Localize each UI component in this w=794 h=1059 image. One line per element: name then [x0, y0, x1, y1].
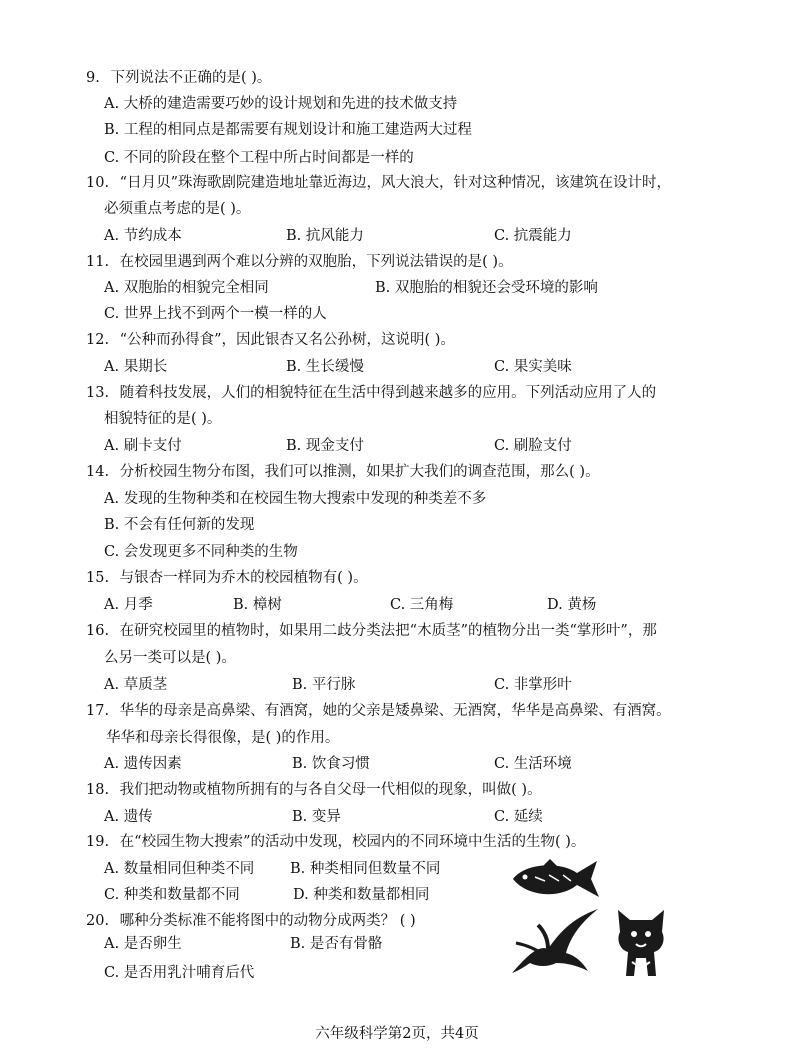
option-13b: B. 现金支付	[286, 438, 364, 454]
dog-icon	[612, 906, 670, 980]
question-17-cont: 华华和母亲长得很像，是( )的作用。	[106, 730, 340, 746]
question-number: 20.	[86, 913, 110, 929]
option-18b: B. 变异	[292, 809, 341, 825]
option-20a: A. 是否卵生	[104, 936, 182, 952]
option-18a: A. 遗传	[104, 809, 153, 825]
option-12a: A. 果期长	[104, 359, 168, 375]
question-number: 13.	[86, 385, 110, 401]
question-number: 16.	[86, 623, 110, 639]
option-9b: B. 工程的相同点是都需要有规划设计和施工建造两大过程	[104, 122, 472, 138]
question-number: 15.	[86, 570, 110, 586]
option-15b: B. 樟树	[233, 597, 282, 613]
option-12c: C. 果实美味	[494, 359, 572, 375]
option-10a: A. 节约成本	[104, 228, 182, 244]
question-number: 9.	[86, 70, 100, 86]
option-16c: C. 非掌形叶	[494, 677, 572, 693]
option-9c: C. 不同的阶段在整个工程中所占时间都是一样的	[104, 150, 414, 166]
question-17	[86, 701, 671, 721]
option-9a: A. 大桥的建造需要巧妙的设计规划和先进的技术做支持	[104, 96, 458, 112]
option-10b: B. 抗风能力	[286, 228, 364, 244]
question-stem: 哪种分类标准不能将图中的动物分成两类？ ( )	[119, 913, 416, 929]
option-16b: B. 平行脉	[292, 677, 356, 693]
question-stem: “公种而孙得食”，因此银杏又名公孙树，这说明( )。	[119, 332, 455, 348]
question-10	[86, 173, 671, 193]
question-stem: 在“校园生物大搜索”的活动中发现，校园内的不同环境中生活的生物( )。	[119, 834, 586, 850]
question-number: 10.	[86, 175, 110, 191]
fish-icon	[505, 855, 605, 905]
question-number: 14.	[86, 464, 110, 480]
question-stem: 下列说法不正确的是( )。	[110, 70, 272, 86]
option-15d: D. 黄杨	[547, 597, 597, 613]
question-number: 19.	[86, 834, 110, 850]
question-stem: 分析校园生物分布图，我们可以推测，如果扩大我们的调查范围，那么( )。	[119, 464, 600, 480]
question-number: 18.	[86, 782, 110, 798]
question-15	[86, 568, 368, 588]
question-number: 11.	[86, 254, 110, 270]
question-11	[86, 252, 513, 272]
question-10-cont: 必须重点考虑的是( )。	[104, 201, 251, 217]
question-stem: 华华的母亲是高鼻梁、有酒窝，她的父亲是矮鼻梁、无酒窝，华华是高鼻梁、有酒窝。	[119, 703, 671, 719]
option-19c: C. 种类和数量都不同	[104, 887, 240, 903]
question-stem: 与银杏一样同为乔木的校园植物有( )。	[119, 570, 368, 586]
swallow-icon	[508, 905, 603, 980]
option-12b: B. 生长缓慢	[286, 359, 364, 375]
option-18c: C. 延续	[494, 809, 543, 825]
option-14a: A. 发现的生物种类和在校园生物大搜索中发现的种类差不多	[104, 491, 487, 507]
option-19b: B. 种类相同但数量不同	[290, 861, 441, 877]
option-17b: B. 饮食习惯	[292, 756, 370, 772]
question-16	[86, 621, 657, 641]
page-footer: 六年级科学第2页，共4页	[315, 1026, 479, 1042]
option-14b: B. 不会有任何新的发现	[104, 517, 255, 533]
question-stem: 在校园里遇到两个难以分辨的双胞胎，下列说法错误的是( )。	[119, 254, 513, 270]
question-stem: 我们把动物或植物所拥有的与各自父母一代相似的现象，叫做( )。	[119, 782, 542, 798]
question-20	[86, 911, 416, 931]
question-number: 17.	[86, 703, 110, 719]
question-13	[86, 383, 656, 403]
option-11a: A. 双胞胎的相貌完全相同	[104, 280, 269, 296]
question-13-cont: 相貌特征的是( )。	[104, 411, 222, 427]
question-14	[86, 462, 600, 482]
option-15a: A. 月季	[104, 597, 153, 613]
question-stem: 在研究校园里的植物时，如果用二歧分类法把“木质茎”的植物分出一类“掌形叶”，那	[119, 623, 657, 639]
option-17a: A. 遗传因素	[104, 756, 182, 772]
option-11b: B. 双胞胎的相貌还会受环境的影响	[375, 280, 598, 296]
question-stem: “日月贝”珠海歌剧院建造地址靠近海边，风大浪大，针对这种情况，该建筑在设计时，	[119, 175, 671, 191]
question-stem: 随着科技发展，人们的相貌特征在生活中得到越来越多的应用。下列活动应用了人的	[119, 385, 657, 401]
option-19a: A. 数量相同但种类不同	[104, 861, 255, 877]
option-16a: A. 草质茎	[104, 677, 168, 693]
question-18	[86, 780, 542, 800]
option-19d: D. 种类和数量都相同	[293, 887, 430, 903]
option-20c: C. 是否用乳汁哺育后代	[104, 965, 255, 981]
question-16-cont: 么另一类可以是( )。	[104, 650, 236, 666]
option-17c: C. 生活环境	[494, 756, 572, 772]
option-13a: A. 刷卡支付	[104, 438, 182, 454]
option-10c: C. 抗震能力	[494, 228, 572, 244]
option-15c: C. 三角梅	[390, 597, 454, 613]
option-14c: C. 会发现更多不同种类的生物	[104, 544, 298, 560]
option-11c: C. 世界上找不到两个一模一样的人	[104, 306, 327, 322]
question-19	[86, 832, 585, 852]
question-number: 12.	[86, 332, 110, 348]
option-20b: B. 是否有骨骼	[290, 936, 383, 952]
option-13c: C. 刷脸支付	[494, 438, 572, 454]
question-12	[86, 330, 455, 350]
question-9	[86, 68, 271, 88]
